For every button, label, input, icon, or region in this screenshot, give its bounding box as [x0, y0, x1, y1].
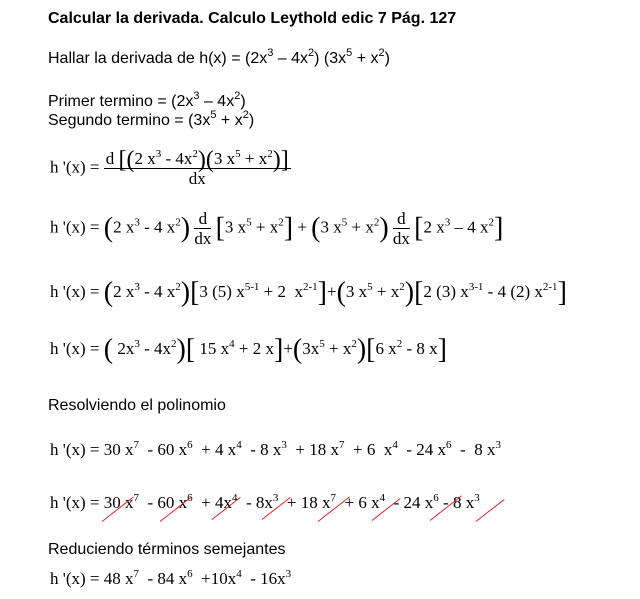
equation-simplified-derivatives: h '(x) = ( $2x^3 - 4x^2$)[ 15 $x^4 + 2$ $x]+(3x^5 + x^2)[6$ $x^2 - 8$ x]	[50, 334, 447, 365]
first-term-line: Primer $termino = (2x^3 - 4x^2)$	[48, 90, 246, 110]
equation-power-rule: h '(x) = (2 $x^3 - 4$ $x^2)[3$ (5) $x^{5-1} + 2$ $x^{2-1}]+(3$ $x^5 + x^2)[2$ (3) $x^{3-1} - 4$ (2) $x^{2-1}$]	[50, 277, 567, 308]
eq1-fraction: $\frac{d [(2 x^3 - 4x^2)(3 x^5 + x^2)]}{dx}$	[105, 147, 289, 188]
equation-final-result: h '(x) = 48 $x^7 - 84$ $x^6 +10x^4 - 16x^3$	[50, 568, 292, 588]
eq1-lhs: h '(x) =	[50, 157, 100, 177]
strike-8x3-second	[476, 499, 505, 522]
equation-cancelled-terms: h '(x) = 30 $x^7 - 60$ $x^6 + 4x^4 - 8x^3 + 18$ $x^7 + 6$ $x^4 - 24$ $x^6 - 8$ $x^3$	[50, 492, 480, 512]
equation-product-rule: h '(x) = (2 $x^3 - 4$ $x^2$) $\frac{d}{dx}$ [3 $x^5 + x^2] + (3$ $x^5 + x^2$) $\frac{d}{dx}$ [2 $x^3 - 4$ $x^2$]	[50, 209, 504, 248]
problem-statement: Hallar la derivada de $h(x) = (2x^3 - 4x^2) (3x^5 + x^2)$	[48, 47, 390, 67]
second-term-line: Segundo $termino = (3x^5 + x^2)$	[48, 109, 255, 129]
page-title: Calcular la derivada. Calculo Leythold edic 7 Pág. 127	[48, 10, 457, 27]
section-heading-resolve: Resolviendo el polinomio	[48, 397, 226, 414]
equation-expanded: h '(x) = 30 $x^7 - 60$ $x^6 + 4$ $x^4 - 8$ $x^3 + 18$ $x^7 + 6$ $x^4 - 24$ $x^6 - 8$ $x^3$	[50, 439, 501, 459]
equation-derivative-definition	[50, 147, 291, 188]
section-heading-reduce: Reduciendo términos semejantes	[48, 541, 286, 558]
